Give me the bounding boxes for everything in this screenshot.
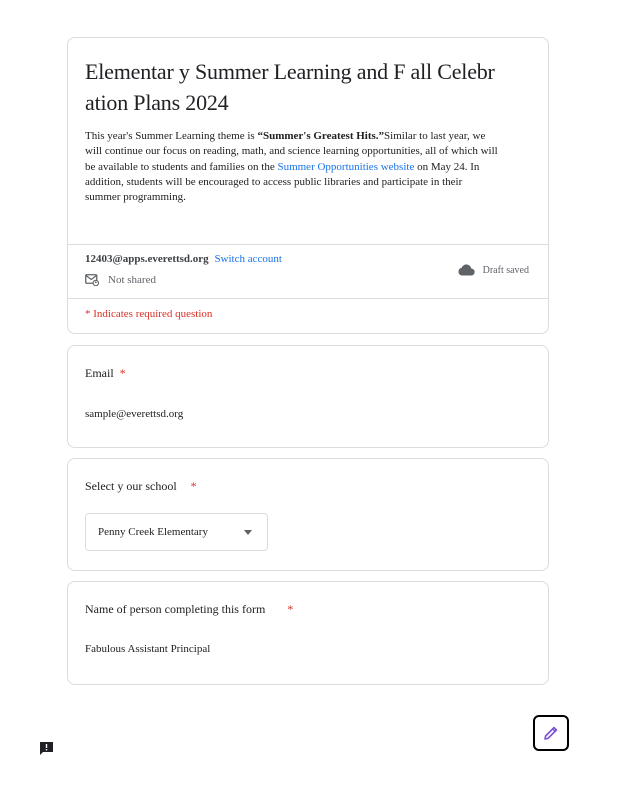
summer-opportunities-link[interactable]: Summer Opportunities website [277,160,415,173]
school-select-value: Penny Creek Elementary [98,526,208,538]
switch-account-link[interactable]: Switch account [214,253,282,265]
required-star: * [287,602,294,616]
edit-button[interactable] [533,715,569,751]
question-label [85,366,126,381]
description-theme: “Summer's Greatest Hits.” [257,130,385,142]
mail-person-icon [85,274,99,286]
question-school [67,458,549,571]
account-email: 12403@apps.everettsd.org [85,253,209,265]
form-description [85,129,500,205]
pencil-icon [542,724,560,742]
label-text: Name of person completing this form [85,602,266,616]
required-star: * [119,366,126,380]
account-row [85,253,282,265]
school-select[interactable] [85,513,268,551]
feedback-icon[interactable] [39,741,54,761]
question-email [67,345,549,448]
question-label [85,479,197,494]
required-note: * Indicates required question [85,308,213,320]
email-answer[interactable]: sample@everettsd.org [85,408,184,420]
not-shared-status [85,274,156,286]
not-shared-label: Not shared [108,274,156,286]
description-text: on May 24. In addition, students will be encouraged to access public libraries and participate in their summer programming. [85,160,480,204]
draft-saved-label: Draft saved [482,264,529,276]
required-star: * [190,479,197,493]
form-title: Elementar y Summer Learning and F all Celebr ation Plans 2024 [85,59,495,115]
question-name [67,581,549,685]
cloud-icon [457,264,475,276]
name-answer[interactable]: Fabulous Assistant Principal [85,643,211,655]
label-text: Select y our school [85,479,177,493]
label-text: Email [85,366,114,380]
question-label [85,602,293,617]
chevron-down-icon [244,530,252,535]
divider [68,298,548,299]
divider [68,244,548,245]
form-header-card [67,37,549,334]
description-text: Similar to last year, we will continue our focus on reading, math, and science learning opportunities, all of which will be available to students and families on the [85,130,498,173]
draft-status [457,264,529,276]
description-text: This year's Summer Learning theme is [85,130,258,142]
